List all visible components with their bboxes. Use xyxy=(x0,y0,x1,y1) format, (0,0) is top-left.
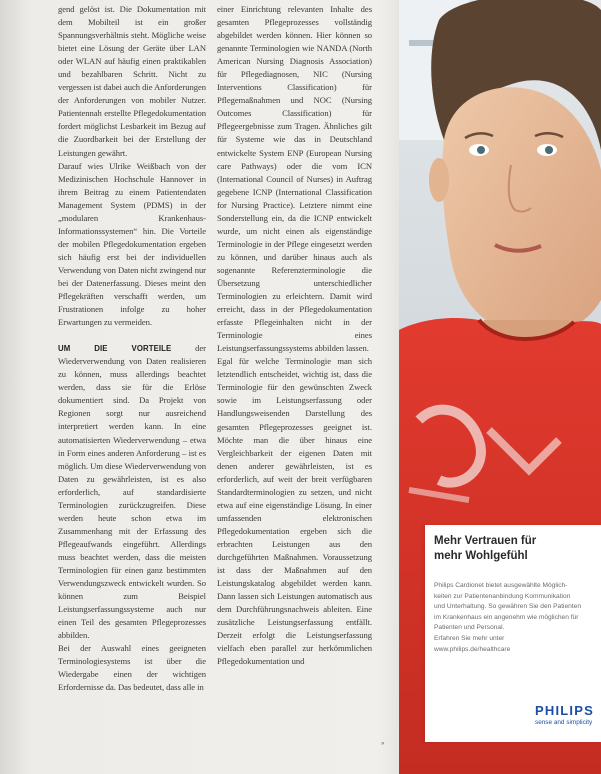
brand-tagline: sense and simplicity xyxy=(535,719,593,726)
article-right-column xyxy=(217,3,372,668)
continue-marker: » xyxy=(381,741,385,747)
article-left-column xyxy=(58,3,206,694)
ad-body xyxy=(434,581,599,655)
ad-body-line: und Unterhaltung. So gewähren Sie den Patienten xyxy=(434,603,582,611)
ad-body-line: Erfahren Sie mehr unter xyxy=(434,634,505,642)
philips-logo: PHILIPS xyxy=(535,703,594,718)
article-paragraph-with-heading xyxy=(58,342,206,642)
article-paragraph: Bei der Auswahl eines geeigneten Terminologiesystems ist über die Wiedergabe einen der wichtigen Erfordernisse da. Das bedeutet, dass alle in xyxy=(58,643,206,693)
ad-body-line: Philips Cardionet bietet ausgewählte Möglich- xyxy=(434,582,568,589)
article-paragraph: einer Einrichtung relevanten Inhalte des gesamten Pflegeprozesses vollständig abgebildet werden können. Hier können so genannte Terminologien wie NANDA (North American Nursing Diagnosis Association) für Pflegediagnosen, NIC (Nursing Interventions Classification) für Pflegemaßnahmen und NOC (Nursing Outcomes Classification) für Pflegeergebnisse zum Tragen. Ähnliches gilt für Systeme wie das in Deutschland entwickelte System ENP (European Nursing care Pathways) oder die vom ICN (International Council of Nurses) in Auftrag gegebene ICNP (International Classification for Nursing Practice). Letztere nimmt eine Sonderstellung ein, da die ICNP entwickelt wurde, um nicht einen als eigenständige Terminologie in der Pflege eingesetzt werden zu können, und darüber hinaus auch als sogenannte Referenzterminologie die Übersetzung unterschiedlicher Terminologien zu erleichtern. Damit wird erreicht, dass in der Pflegedokumentation erfasste Pflegeinhalten nicht in der Terminologie eines Leistungserfassungssystems abbilden lassen. xyxy=(217,4,372,354)
ad-body-line: keiten zur Patientenanbindung Kommunikation xyxy=(434,592,571,600)
ad-title-line: mehr Wohlgefühl xyxy=(434,550,528,562)
section-heading: UM DIE VORTEILE xyxy=(58,344,172,354)
article-paragraph: Egal für welche Terminologie man sich letztendlich entscheidet, wichtig ist, dass die Terminologie für den gewünschten Zweck sowie im Leistungserfassung oder Handlungsweisenden Darstellung des gesamten Pflegeprozesses geeignet ist. Möchte man die über hinaus eine Vergleichbarkeit der eigenen Daten mit denen anderer gewährleisten, ist es erforderlich, auf weit der breit verfügbaren Standardterminologien zu setzen, und nicht etwa auf eine eigenständige Lösung. In einer umfassenden elektronischen Pflegedokumentation ergeben sich die erbrachten Leistungen aus den durchgeführten Maßnahmen. Voraussetzung ist dass der Maßnahmen auf den Leistungskatalog abgebildet werden kann. Dann lassen sich Leistungen automatisch aus dem Durchführungsnachweis ableiten. Eine zusätzliche Leistungserfassung entfällt. Derzeit erfolgt die Leistungserfassung vielfach eben parallel zur herkömmlichen Pflegedokumentation und xyxy=(217,356,372,667)
ad-url-link[interactable]: www.philips.de/healthcare xyxy=(434,645,511,653)
ad-body-line: im Krankenhaus ein angenehm wie möglichen für xyxy=(434,613,579,621)
article-paragraph: gend gelöst ist. Die Dokumentation mit dem Mobilteil ist ein großer Spannungsverhältnis steht. Mögliche weise bietet eine Lösung der Geräte über LAN oder WLAN auf häufig einen praktikablen und bezahlbaren Schritt. Nicht zu vergessen ist dabei auch die Anforderungen der Anforderungen von mobiler Nutzer. Patientennah erstellte Pflegedokumentation fordert möglichst Lesbarkeit im Bezug auf die Zuordbarkeit bei der Erstellung der Leistungen gewährt. xyxy=(58,4,206,158)
ad-title-line: Mehr Vertrauen für xyxy=(434,535,537,547)
ad-body-line: Patienten und Personal. xyxy=(434,624,505,632)
article-text: der Wiederverwendung von Daten realisieren zu können, muss allerdings beachtet werden, dass sie für die Erlöse dokumentiert sind. Da Projekt von Regionen sorgt nur ausreichend interpretiert werden kann. In eine automatisierten Wiederverwendung – etwa in Form eines anderen Anforderung – ist es möglich. Um diese Wiederverwendung von Daten zu gewährleisten, ist es also erforderlich, auf standardisierte Terminologien zurückzugreifen. Diese werden heute schon etwa im Zusammenhang mit der Erfassung des Pflegeaufwands eingeführt. Allerdings muss beachtet werden, dass die meisten Terminologien für einen ganz bestimmten Verwendungszweck entwickelt wurden. So können zum Beispiel Leistungserfassungssysteme auch nur einen Teil des gesamten Pflegeprozesses abbilden. xyxy=(58,343,206,641)
philips-brand xyxy=(535,704,601,728)
advertisement-box[interactable] xyxy=(425,525,601,742)
ad-title xyxy=(434,534,599,564)
article-paragraph: Darauf wies Ulrike Weißbach von der Medizinischen Hochschule Hannover in ihrem Beitrag zu einem Patientendaten Management System (PDMS) in der „modularen Krankenhaus-Informationssystemen“ hin. Die Vorteile der mobilen Pflegedokumentation ergeben sich häufig erst bei der individuellen Verwendung von Daten nicht zwingend nur bei der Datenerfassung. Dieses meint den Pflegekräften verschafft werden, um Frustrationen infolge zu hoher Erwartungen zu vermeiden. xyxy=(58,160,206,328)
